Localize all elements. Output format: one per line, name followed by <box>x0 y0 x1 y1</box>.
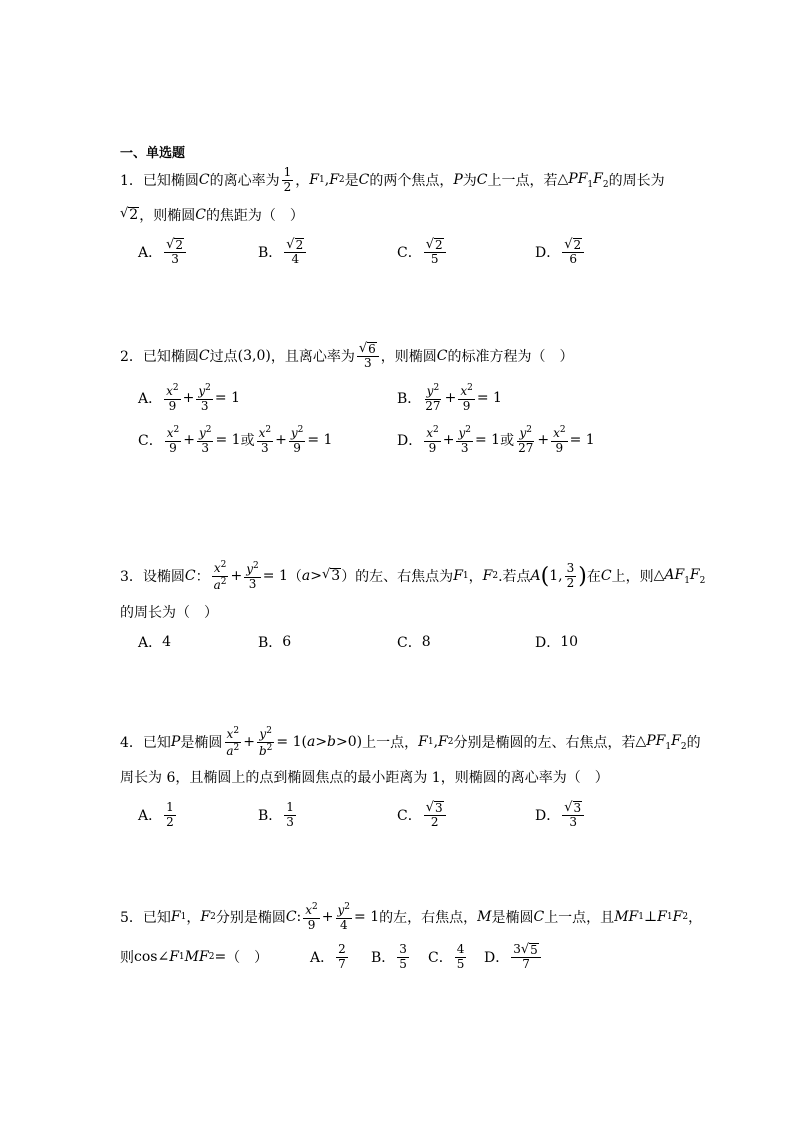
q5-line-2: 则 cos∠ F 1 MF 2 = （ ） <box>120 949 269 966</box>
q3-option-a[interactable]: A． 4 <box>138 634 172 651</box>
q5-option-d[interactable]: D． 3 √ 5 7 <box>484 937 543 977</box>
q1-line-1: 1．已知椭圆 C 的离心率为 $\frac{1}{2}$ ， F 1 , F 2 是 C 的两个焦点， P 为 C 上一点，若 $\triangle PF_1F_2$ 的周长为 <box>120 164 665 194</box>
q1-option-a[interactable]: A． √ 2 3 <box>138 232 188 272</box>
fraction-one-half: $\frac{1}{2}$ <box>283 164 292 194</box>
q2-option-d[interactable]: D． $\frac{x^2}{9}$ + $\frac{y^2}{3}$ = 1 或 $\frac{y^2}{27}$ + $\frac{x^2}{9}$ = 1 <box>397 424 595 455</box>
q3-line-1: 3．设椭圆 C ： $\frac{x^2}{a^2}$ + $\frac{y^2}{3}$ = 1 （ a > √ 3 ）的左、右焦点为 F 1 ， F 2 .若点 A ( 1, $\frac{3}{2}$ ) 在 C 上，则 $\triangle AF_1F_2$ <box>120 559 706 592</box>
q2-line-1: 2．已知椭圆 C 过点 (3,0) ，且离心率为 √ 6 3 ，则椭圆 C 的标准方程为（ ） <box>120 340 574 370</box>
q3-option-c[interactable]: C． 8 <box>397 634 431 651</box>
q2-option-c[interactable]: C． $\frac{x^2}{9}$ + $\frac{y^2}{3}$ = 1 或 $\frac{x^2}{3}$ + $\frac{y^2}{9}$ = 1 <box>138 424 333 455</box>
q4-option-b[interactable]: B． $\frac{1}{3}$ <box>258 799 294 829</box>
q5-option-c[interactable]: C． $\frac{4}{5}$ <box>428 941 465 971</box>
q3-line-2: 的周长为（ ） <box>120 605 218 621</box>
q4-line-1: 4．已知 P 是椭圆 $\frac{x^2}{a^2}$ + $\frac{y^2}{b^2}$ = 1( a > b >0) 上一点， F 1 , F 2 分别是椭圆的左、右焦点，若 $\triangle PF_1F_2$ 的 <box>120 725 701 758</box>
q1-line-2: √ 2 ，则椭圆 C 的焦距为（ ） <box>120 206 304 224</box>
q3-option-d[interactable]: D． 10 <box>535 634 579 651</box>
q2-option-a[interactable]: A． $\frac{x^2}{9}$ + $\frac{y^2}{3}$ = 1 <box>138 382 240 413</box>
q3-option-b[interactable]: B． 6 <box>258 634 292 651</box>
q5-option-a[interactable]: A． $\frac{2}{7}$ <box>310 941 346 971</box>
q4-option-c[interactable]: C． √ 3 2 <box>397 795 448 835</box>
q1-option-c[interactable]: C． √ 2 5 <box>397 232 448 272</box>
q4-line-2: 周长为 6，且椭圆上的点到椭圆焦点的最小距离为 1，则椭圆的离心率为（ ） <box>120 770 609 786</box>
section-title: 一、单选题 <box>120 146 186 161</box>
sqrt-2: √ 2 <box>120 206 139 224</box>
q5-option-b[interactable]: B． $\frac{3}{5}$ <box>371 941 407 971</box>
q4-option-a[interactable]: A． $\frac{1}{2}$ <box>138 799 174 829</box>
q1-option-b[interactable]: B． √ 2 4 <box>258 232 308 272</box>
q1-option-d[interactable]: D． √ 2 6 <box>535 232 586 272</box>
q5-line-1: 5．已知 F 1 ， F 2 分别是椭圆 C : $\frac{x^2}{9}$ + $\frac{y^2}{4}$ = 1 的左，右焦点， M 是椭圆 C 上一点，且 MF 1 ⊥ F 1 F 2 ， <box>120 901 703 932</box>
q2-option-b[interactable]: B． $\frac{y^2}{27}$ + $\frac{x^2}{9}$ = 1 <box>397 382 502 413</box>
q4-option-d[interactable]: D． √ 3 3 <box>535 795 586 835</box>
